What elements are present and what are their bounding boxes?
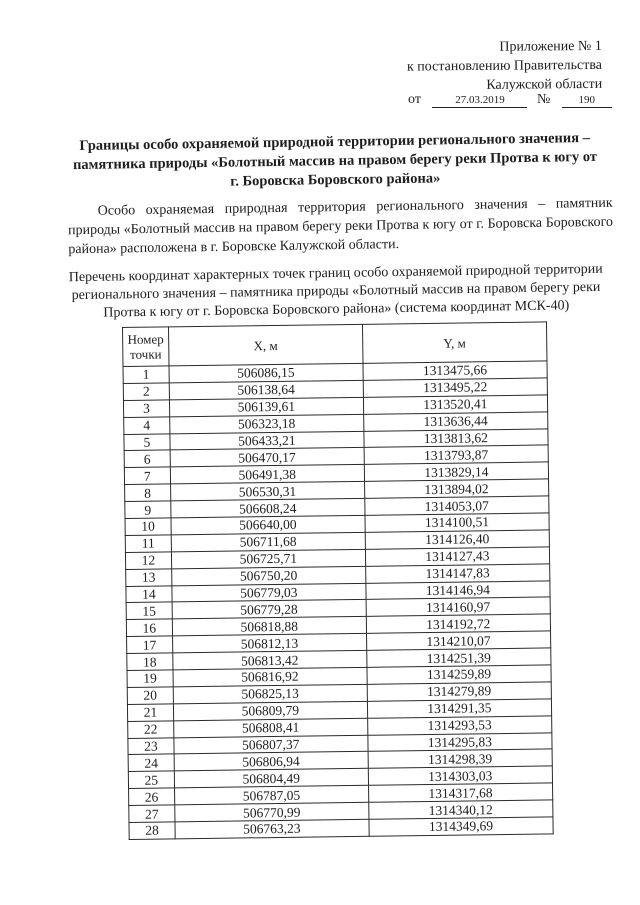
y-coordinate-cell: 1314147,83 <box>365 564 549 583</box>
point-number-cell: 3 <box>123 400 169 417</box>
x-coordinate-cell: 506323,18 <box>170 414 364 433</box>
point-number-cell: 12 <box>125 552 171 569</box>
x-coordinate-cell: 506779,28 <box>172 600 366 619</box>
y-coordinate-cell: 1314279,89 <box>367 682 551 701</box>
point-number-cell: 23 <box>128 737 174 754</box>
x-coordinate-cell: 506086,15 <box>169 363 363 382</box>
y-coordinate-cell: 1314291,35 <box>367 699 551 718</box>
y-coordinate-cell: 1313813,62 <box>364 428 548 447</box>
appendix-resolution: к постановлению Правительства <box>406 57 603 75</box>
x-coordinate-cell: 506804,49 <box>174 769 368 788</box>
intro-paragraph: Особо охраняемая природная территория регионального значения – памятник природы «Болотный массив на правом берегу реки Протва к югу от г. Боровска Боровского района» расположена в г. Боровске Калужской области. <box>67 195 614 258</box>
x-coordinate-cell: 506808,41 <box>174 718 368 737</box>
point-number-cell: 5 <box>124 433 170 450</box>
x-coordinate-cell: 506813,42 <box>173 650 367 669</box>
y-coordinate-cell: 1314126,40 <box>365 530 549 549</box>
resolution-date: 27.03.2019 <box>432 94 527 108</box>
y-coordinate-cell: 1314210,07 <box>366 631 550 650</box>
appendix-header <box>342 37 602 96</box>
y-coordinate-cell: 1313495,22 <box>363 378 547 397</box>
x-coordinate-cell: 506779,03 <box>172 583 366 602</box>
table-caption: Перечень координат характерных точек границ особо охраняемой природной территории регионального значения – памятника природы «Болотный массив на правом берегу реки Протва к югу от г. Боровска Боровского района» (система координат МСК-40) <box>68 261 603 321</box>
point-number-cell: 26 <box>129 788 175 805</box>
x-coordinate-cell: 506711,68 <box>171 532 365 551</box>
x-coordinate-cell: 506763,23 <box>175 819 369 838</box>
y-coordinate-cell: 1313520,41 <box>363 395 547 414</box>
point-number-cell: 15 <box>126 602 172 619</box>
y-coordinate-cell: 1314303,03 <box>368 766 552 785</box>
y-coordinate-cell: 1314127,43 <box>365 547 549 566</box>
point-number-cell: 2 <box>123 383 169 400</box>
point-number-cell: 20 <box>127 687 173 704</box>
x-coordinate-cell: 506138,64 <box>169 380 363 399</box>
number-label: № <box>536 92 551 107</box>
point-number-cell: 10 <box>125 518 171 535</box>
y-coordinate-cell: 1314160,97 <box>366 597 550 616</box>
x-coordinate-cell: 506787,05 <box>174 786 368 805</box>
x-coordinate-cell: 506640,00 <box>171 515 365 534</box>
point-number-cell: 22 <box>128 721 174 738</box>
y-coordinate-cell: 1314192,72 <box>366 614 550 633</box>
point-number-cell: 18 <box>127 653 173 670</box>
x-coordinate-cell: 506806,94 <box>174 752 368 771</box>
header-y: Y, м <box>362 322 547 363</box>
y-coordinate-cell: 1313894,02 <box>364 479 548 498</box>
x-coordinate-cell: 506139,61 <box>169 397 363 416</box>
x-coordinate-cell: 506812,13 <box>172 634 366 653</box>
y-coordinate-cell: 1314259,89 <box>367 665 551 684</box>
x-coordinate-cell: 506470,17 <box>170 448 364 467</box>
point-number-cell: 24 <box>128 754 174 771</box>
y-coordinate-cell: 1314293,53 <box>367 716 551 735</box>
y-coordinate-cell: 1314251,39 <box>367 648 551 667</box>
x-coordinate-cell: 506608,24 <box>171 498 365 517</box>
coordinates-table <box>122 321 554 839</box>
coordinates-table-body <box>123 361 553 839</box>
x-coordinate-cell: 506725,71 <box>171 549 365 568</box>
point-number-cell: 1 <box>123 366 169 383</box>
point-number-cell: 8 <box>125 484 171 501</box>
y-coordinate-cell: 1313475,66 <box>363 361 547 380</box>
appendix-region: Калужской области <box>486 76 603 93</box>
y-coordinate-cell: 1314100,51 <box>365 513 549 532</box>
y-coordinate-cell: 1314317,68 <box>368 783 552 802</box>
table-header-row <box>123 322 547 367</box>
x-coordinate-cell: 506818,88 <box>172 617 366 636</box>
y-coordinate-cell: 1314298,39 <box>368 749 552 768</box>
y-coordinate-cell: 1314340,12 <box>369 800 553 819</box>
y-coordinate-cell: 1313793,87 <box>364 445 548 464</box>
y-coordinate-cell: 1314349,69 <box>369 817 553 836</box>
point-number-cell: 7 <box>124 467 170 484</box>
x-coordinate-cell: 506491,38 <box>170 465 364 484</box>
x-coordinate-cell: 506750,20 <box>172 566 366 585</box>
y-coordinate-cell: 1314053,07 <box>365 496 549 515</box>
x-coordinate-cell: 506825,13 <box>173 684 367 703</box>
x-coordinate-cell: 506807,37 <box>174 735 368 754</box>
y-coordinate-cell: 1314146,94 <box>366 580 550 599</box>
x-coordinate-cell: 506816,92 <box>173 667 367 686</box>
y-coordinate-cell: 1313829,14 <box>364 462 548 481</box>
point-number-cell: 14 <box>126 585 172 602</box>
header-point-number: Номер точки <box>123 327 169 367</box>
x-coordinate-cell: 506770,99 <box>175 802 369 821</box>
x-coordinate-cell: 506809,79 <box>173 701 367 720</box>
point-number-cell: 17 <box>127 636 173 653</box>
point-number-cell: 27 <box>129 805 175 822</box>
resolution-number: 190 <box>562 94 612 108</box>
point-number-cell: 19 <box>127 670 173 687</box>
point-number-cell: 9 <box>125 501 171 518</box>
x-coordinate-cell: 506530,31 <box>170 482 364 501</box>
x-coordinate-cell: 506433,21 <box>170 431 364 450</box>
point-number-cell: 11 <box>125 535 171 552</box>
header-x: X, м <box>168 324 362 366</box>
y-coordinate-cell: 1314295,83 <box>368 733 552 752</box>
y-coordinate-cell: 1313636,44 <box>363 412 547 431</box>
resolution-date-row <box>408 92 612 108</box>
point-number-cell: 6 <box>124 450 170 467</box>
document-title: Границы особо охраняемой природной территории регионального значения – памятника природы «Болотный массив на правом берегу реки Протва к югу от г. Боровска Боровского района» <box>72 129 598 190</box>
point-number-cell: 13 <box>126 569 172 586</box>
point-number-cell: 21 <box>127 704 173 721</box>
point-number-cell: 4 <box>124 417 170 434</box>
from-label: от <box>408 92 421 107</box>
appendix-number: Приложение № 1 <box>499 38 602 55</box>
point-number-cell: 16 <box>126 619 172 636</box>
point-number-cell: 28 <box>129 822 175 839</box>
point-number-cell: 25 <box>128 771 174 788</box>
